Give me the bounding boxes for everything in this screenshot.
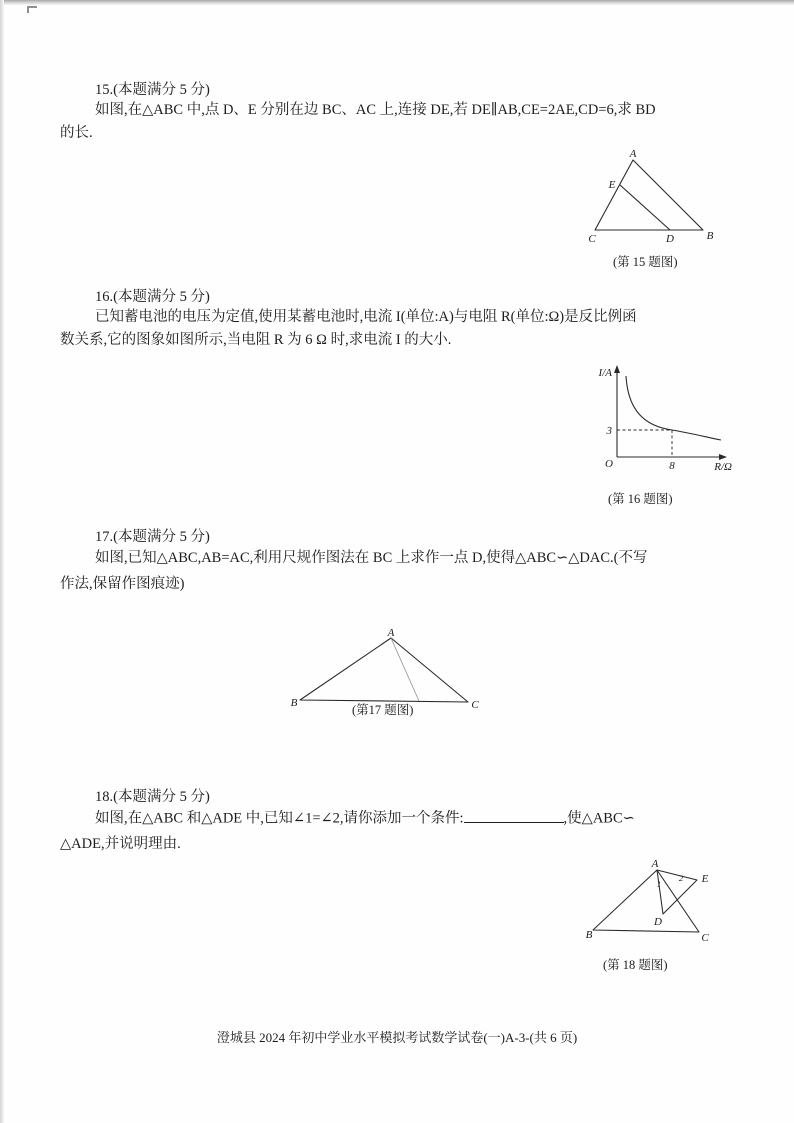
vertex-label-d: D <box>654 916 662 928</box>
construction-line-ad <box>391 638 419 701</box>
triangle-abc-outline <box>595 160 703 230</box>
figure-17-caption: (第17 题图) <box>352 703 414 717</box>
triangle-ade-outline <box>657 870 697 914</box>
question-16-text-line2: 数关系,它的图象如图所示,当电阻 R 为 6 Ω 时,求电流 I 的大小. <box>60 332 452 348</box>
figure-16-caption: (第 16 题图) <box>608 492 673 506</box>
question-15-number: 15.(本题满分 5 分) <box>95 82 210 98</box>
vertex-label-b: B <box>585 929 593 941</box>
question-17-number: 17.(本题满分 5 分) <box>95 529 210 545</box>
figure-18-caption: (第 18 题图) <box>603 958 668 972</box>
x-axis-label: R/Ω <box>714 461 732 473</box>
vertex-label-a: A <box>387 627 395 639</box>
x-value-label: 8 <box>669 460 675 472</box>
answer-blank <box>464 808 564 823</box>
vertex-label-c: C <box>701 932 709 944</box>
vertex-label-b: B <box>290 697 298 709</box>
origin-label: O <box>605 458 613 470</box>
question-17-text-line1: 如图,已知△ABC,AB=AC,利用尺规作图法在 BC 上求作一点 D,使得△ABC∽△DAC.(不写 <box>95 550 648 566</box>
vertex-label-a: A <box>651 858 659 870</box>
figure-16-graph <box>590 362 735 482</box>
vertex-label-b: B <box>706 230 714 242</box>
scan-edge-top <box>0 0 794 5</box>
page-footer: 澄城县 2024 年初中学业水平模拟考试数学试卷(一)A-3-(共 6 页) <box>216 1030 578 1045</box>
vertex-label-c: C <box>588 233 596 245</box>
question-15-text-line1: 如图,在△ABC 中,点 D、E 分别在边 BC、AC 上,连接 DE,若 DE∥AB,CE=2AE,CD=6,求 BD <box>95 102 656 118</box>
y-axis-arrow <box>614 365 620 373</box>
question-18-line1-before: 如图,在△ABC 和△ADE 中,已知∠1=∠2,请你添加一个条件: <box>95 810 464 827</box>
scan-edge-left <box>0 0 4 1123</box>
vertex-label-d: D <box>666 233 674 245</box>
question-15-text-line2: 的长. <box>60 125 93 141</box>
vertex-label-a: A <box>629 148 637 160</box>
segment-de <box>620 185 670 230</box>
figure-18 <box>585 858 725 953</box>
x-axis-arrow <box>719 454 727 460</box>
question-18-line1-after: ,使△ABC∽ <box>563 810 635 827</box>
vertex-label-e: E <box>701 873 709 885</box>
vertex-label-e: E <box>608 179 616 191</box>
figure-15 <box>585 148 725 248</box>
vertex-label-c: C <box>471 699 479 711</box>
y-value-label: 3 <box>606 425 612 437</box>
y-axis-label: I/A <box>598 367 612 379</box>
scan-artifact-mark <box>27 6 37 13</box>
angle-1-label: 1 <box>656 879 662 889</box>
figure-15-caption: (第 15 题图) <box>613 255 678 269</box>
angle-2-label: 2 <box>678 873 684 883</box>
triangle-abc-outline <box>300 638 468 702</box>
question-17-text-line2: 作法,保留作图痕迹) <box>60 576 185 592</box>
question-18-text-line1 <box>95 808 635 830</box>
question-18-number: 18.(本题满分 5 分) <box>95 789 210 805</box>
question-18-text-line2: △ADE,并说明理由. <box>60 836 181 852</box>
question-16-number: 16.(本题满分 5 分) <box>95 289 210 305</box>
question-16-text-line1: 已知蓄电池的电压为定值,使用某蓄电池时,电流 I(单位:A)与电阻 R(单位:Ω)是反比例函 <box>95 309 637 325</box>
